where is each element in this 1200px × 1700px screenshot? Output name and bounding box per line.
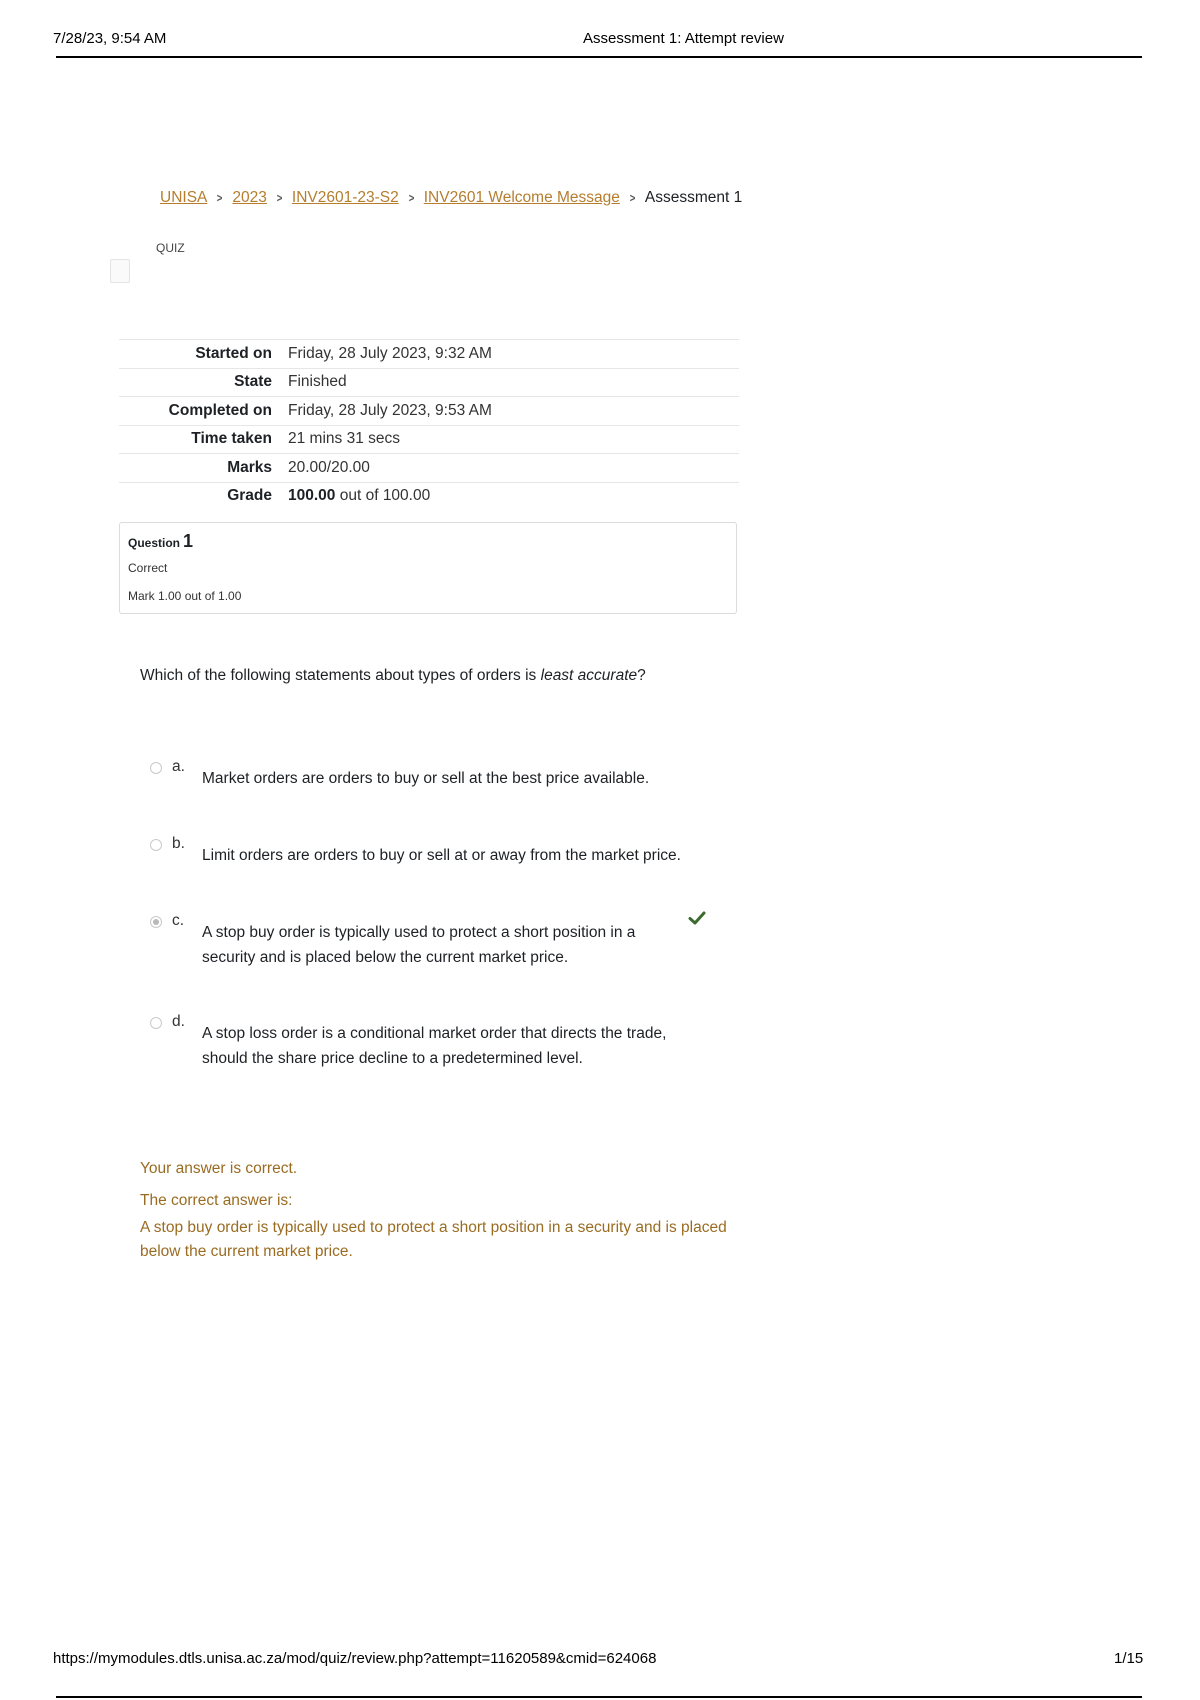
footer-divider (56, 1696, 1142, 1698)
question-text-prefix: Which of the following statements about types of orders is (140, 667, 541, 684)
radio-button-selected[interactable] (150, 916, 162, 928)
summary-row-completed (119, 396, 739, 425)
chevron-right-icon: > (629, 191, 636, 205)
breadcrumb-current: Assessment 1 (644, 189, 743, 206)
activity-type-label: QUIZ (156, 241, 185, 255)
summary-row-started (119, 339, 739, 368)
option-text: Limit orders are orders to buy or sell at or away from the market price. (202, 847, 681, 864)
print-header-title: Assessment 1: Attempt review (583, 30, 784, 47)
summary-value: Friday, 28 July 2023, 9:53 AM (288, 401, 492, 419)
summary-row-marks (119, 453, 739, 482)
radio-button[interactable] (150, 839, 162, 851)
summary-label: State (234, 373, 272, 391)
option-letter: a. (172, 758, 185, 775)
option-text: A stop loss order is a conditional market order that directs the trade, should the share price decline to a predetermined level. (202, 1025, 667, 1067)
summary-label: Completed on (168, 401, 272, 419)
print-header-datetime: 7/28/23, 9:54 AM (53, 30, 167, 47)
print-footer-page-number: 1/15 (1114, 1650, 1144, 1667)
summary-label: Time taken (191, 430, 272, 448)
attempt-summary-table (119, 339, 739, 510)
summary-label: Marks (227, 458, 272, 476)
header-divider (56, 56, 1142, 58)
question-label: Question (128, 536, 181, 550)
question-state: Correct (128, 561, 168, 575)
print-footer-url: https://mymodules.dtls.unisa.ac.za/mod/quiz/review.php?attempt=11620589&cmid=624068 (53, 1650, 657, 1667)
summary-value: 21 mins 31 secs (288, 430, 400, 448)
summary-row-grade (119, 482, 739, 511)
summary-label: Started on (195, 344, 272, 362)
summary-value (272, 487, 430, 505)
feedback-correct-label: The correct answer is: (140, 1192, 293, 1209)
option-letter: b. (172, 835, 185, 852)
summary-value: 20.00/20.00 (288, 458, 370, 476)
grade-value: 100.00 (288, 487, 336, 505)
breadcrumb-link-course[interactable]: INV2601-23-S2 (291, 189, 399, 206)
option-text: Market orders are orders to buy or sell at the best price available. (202, 770, 650, 787)
breadcrumb-link-year[interactable]: 2023 (232, 189, 267, 206)
radio-button[interactable] (150, 1017, 162, 1029)
grade-suffix: out of 100.00 (335, 487, 431, 505)
quiz-icon (110, 259, 130, 283)
question-text (140, 667, 646, 685)
summary-value: Finished (288, 373, 347, 391)
option-letter: c. (172, 912, 185, 929)
summary-row-time (119, 425, 739, 454)
question-text-emphasis: least accurate (540, 667, 638, 684)
chevron-right-icon: > (408, 191, 415, 205)
summary-row-state (119, 368, 739, 397)
breadcrumb (160, 189, 742, 207)
question-number (128, 531, 193, 552)
radio-button[interactable] (150, 762, 162, 774)
chevron-right-icon: > (276, 191, 283, 205)
question-info-box (119, 522, 737, 614)
question-mark: Mark 1.00 out of 1.00 (128, 589, 242, 603)
summary-label: Grade (227, 487, 272, 505)
feedback-correct-answer: A stop buy order is typically used to protect a short position in a security and is placed below the current market price. (140, 1219, 727, 1260)
check-icon (688, 910, 706, 926)
option-letter: d. (172, 1013, 185, 1030)
chevron-right-icon: > (217, 191, 223, 205)
breadcrumb-link-section[interactable]: INV2601 Welcome Message (423, 189, 620, 206)
option-text: A stop buy order is typically used to protect a short position in a security and is placed below the current market price. (202, 924, 636, 966)
question-text-suffix: ? (637, 667, 646, 684)
question-number-value: 1 (183, 531, 194, 551)
feedback-result: Your answer is correct. (140, 1160, 298, 1177)
summary-value: Friday, 28 July 2023, 9:32 AM (288, 344, 492, 362)
breadcrumb-link-unisa[interactable]: UNISA (160, 189, 208, 206)
